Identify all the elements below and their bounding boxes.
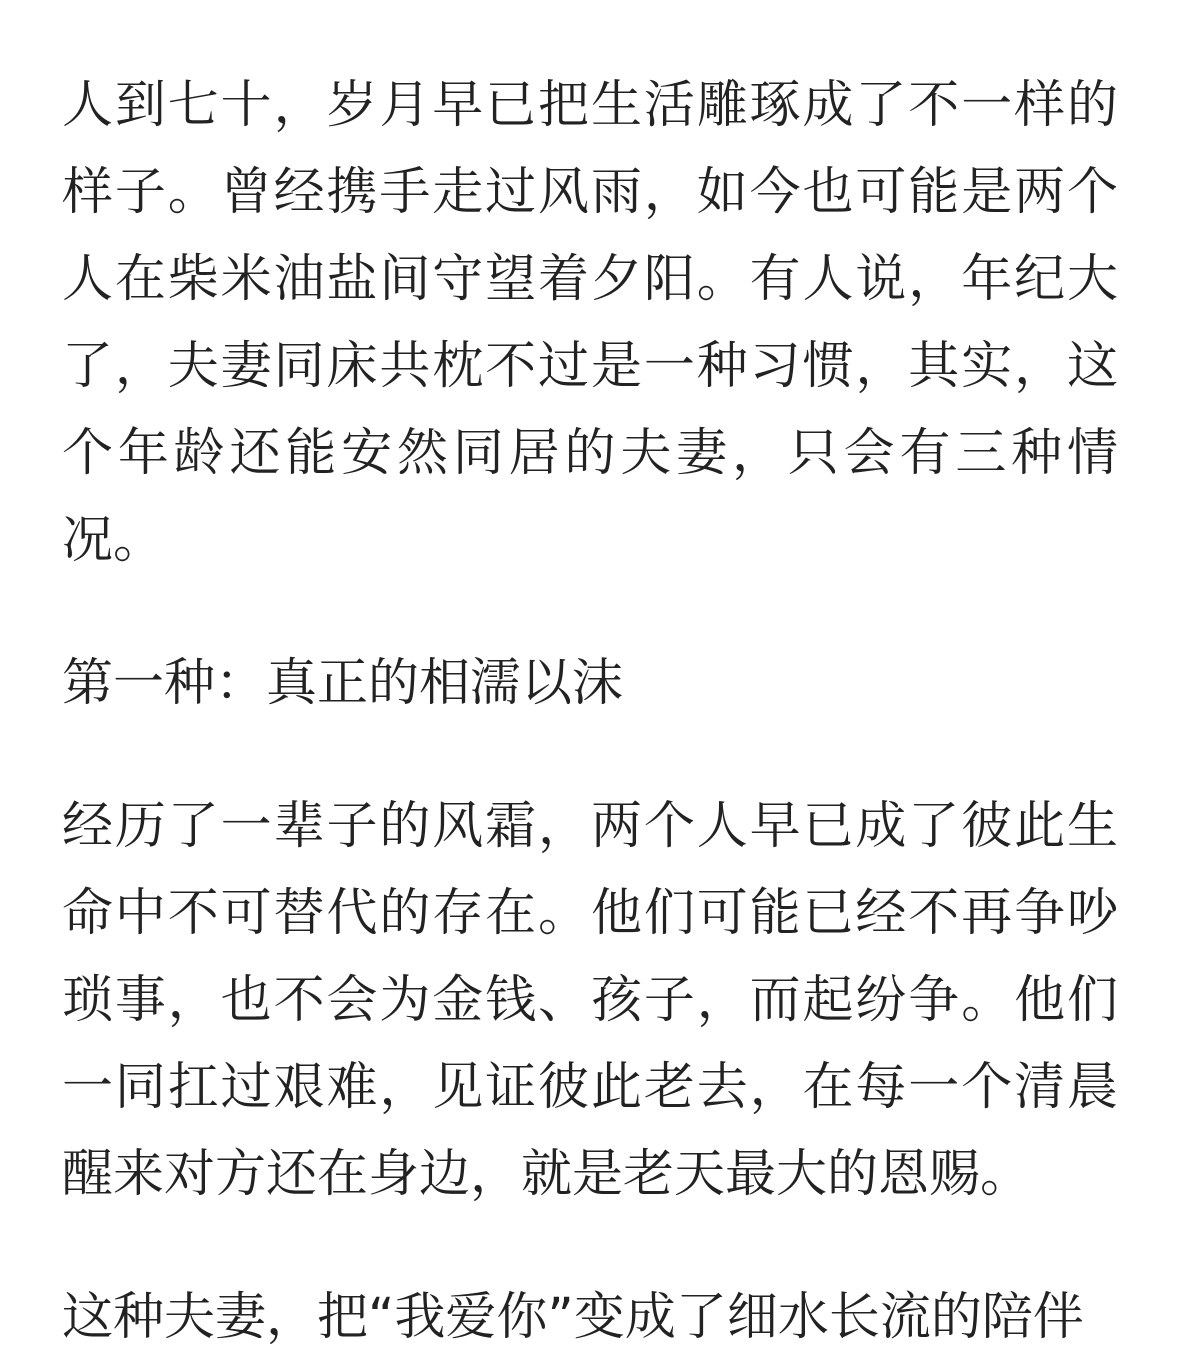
section-paragraph: 经历了一辈子的风霜，两个人早已成了彼此生命中不可替代的存在。他们可能已经不再争吵琐事，也不会为金钱、孩子，而起纷争。他们一同扛过艰难，见证彼此老去，在每一个清晨醒来对方还在身边，就是老天最大的恩赐。 — [62, 797, 1118, 1204]
paragraph-spacer — [62, 727, 1118, 783]
paragraph-spacer — [62, 1218, 1118, 1274]
section-heading: 第一种：真正的相濡以沫 — [62, 654, 624, 713]
cut-off-paragraph: 这种夫妻，把“我爱你”变成了细水长流的陪伴 — [62, 1288, 1084, 1347]
paragraph-spacer — [62, 584, 1118, 640]
article-body — [62, 62, 1118, 1361]
intro-paragraph: 人到七十，岁月早已把生活雕琢成了不一样的样子。曾经携手走过风雨，如今也可能是两个人在柴米油盐间守望着夕阳。有人说，年纪大了，夫妻同床共枕不过是一种习惯，其实，这个年龄还能安然同居的夫妻，只会有三种情况。 — [62, 76, 1118, 570]
